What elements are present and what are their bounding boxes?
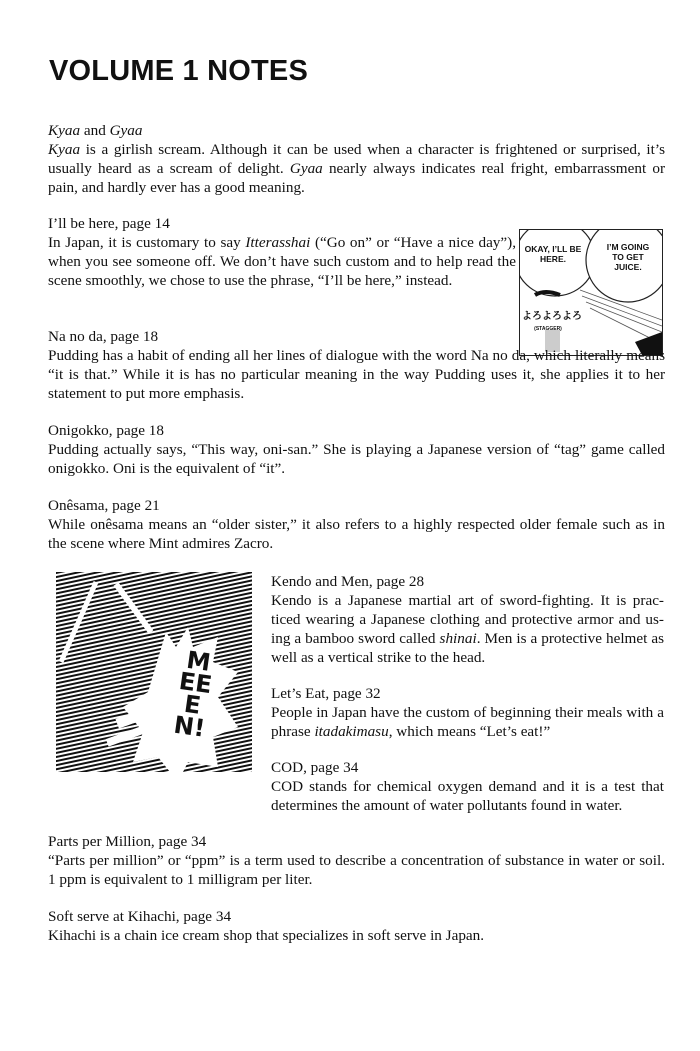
- note-text-segment: is a girlish scream. Although it can be used when a character is frightened or surprised, it’s usually heard as a scream of delight.: [48, 141, 665, 177]
- page-title: VOLUME 1 NOTES: [49, 55, 308, 87]
- note-text-segment: Pudding actually says, “This way, oni-san.” She is playing a Japanese version of “tag” game called onigokko. Oni is the equivalent of “it”.: [48, 441, 665, 477]
- note-text-segment: (“Go on” or “Have a nice day”), when you see someone off. We don’t have such custom and to help read the scene smoothly, we chose to use the phrase, “I’ll be here,” instead.: [48, 234, 516, 289]
- note-heading: Kendo and Men, page 28: [271, 573, 425, 590]
- speech-bubble-left: OKAY, I’LL BE HERE.: [524, 244, 582, 264]
- note-heading: COD, page 34: [271, 759, 359, 776]
- note-text-segment: itadakimasu: [314, 723, 389, 740]
- note-text-segment: Kyaa: [48, 141, 81, 158]
- note-kendo-men: [271, 572, 664, 667]
- note-soft-serve: [48, 907, 665, 945]
- note-cod: [271, 758, 664, 815]
- note-onesama: [48, 496, 665, 553]
- note-body: [48, 233, 516, 290]
- note-text-segment: “Parts per million” or “ppm” is a term used to describe a concentration of substance in water or soil. 1 ppm is equivalent to 1 milligram per liter.: [48, 852, 665, 888]
- note-text-segment: shinai: [439, 630, 477, 647]
- sfx-stagger: よろよろよろ: [522, 311, 582, 322]
- note-body: [48, 440, 665, 478]
- note-text-segment: COD stands for chemical oxygen demand and it is a test that determines the amount of water pollutants found in water.: [271, 778, 664, 814]
- manga-panel-kendo: [56, 572, 252, 772]
- note-body: [48, 140, 665, 197]
- note-ill-be-here: [48, 214, 516, 290]
- note-heading: Parts per Million, page 34: [48, 833, 207, 850]
- note-body: [48, 346, 665, 403]
- note-text-segment: Gyaa: [289, 160, 323, 177]
- note-text-segment: In Japan, it is customary to say: [48, 234, 246, 251]
- note-text-segment: People in Japan have the custom of beginning their meals with a phrase: [271, 704, 664, 740]
- note-heading: Onigokko, page 18: [48, 422, 164, 439]
- note-body: [48, 926, 665, 945]
- manga-panel-art: [56, 572, 252, 772]
- note-heading: Na no da, page 18: [48, 328, 159, 345]
- note-text-segment: . Men is a protective helmet as well as a vertical strike to the head.: [271, 630, 664, 666]
- note-text-segment: nearly always indicates real fright, embarrassment or pain, and hardly ever has a good meaning.: [48, 160, 666, 196]
- note-heading: Let’s Eat, page 32: [271, 685, 381, 702]
- note-text-segment: Itterasshai: [245, 234, 311, 251]
- note-text-segment: , which means “Let’s eat!”: [388, 723, 551, 740]
- note-body: [271, 591, 664, 667]
- note-text-segment: Kihachi is a chain ice cream shop that specializes in soft serve in Japan.: [48, 927, 485, 944]
- note-lets-eat: [271, 684, 664, 741]
- note-body: [271, 777, 664, 815]
- sfx-men: MEEEN!: [172, 645, 214, 743]
- note-na-no-da: [48, 327, 665, 403]
- note-kyaa-gyaa: [48, 121, 665, 197]
- note-heading: Soft serve at Kihachi, page 34: [48, 908, 232, 925]
- note-body: [48, 515, 665, 553]
- sfx-caption: (STAGGER): [534, 326, 562, 332]
- note-text-segment: Kendo is a Japanese martial art of sword-fighting. It is prac- ticed wearing a Japanese clothing and protective armor and us- ing a bamboo sword called: [271, 592, 664, 647]
- note-text-segment: While onêsama means an “older sister,” it also refers to a highly respected older female such as in the scene where Mint admires Zacro.: [48, 516, 665, 552]
- note-onigokko: [48, 421, 665, 478]
- note-heading: Kyaa and Gyaa: [48, 122, 143, 139]
- note-body: [48, 851, 665, 889]
- note-text-segment: Pudding has a habit of ending all her lines of dialogue with the word Na no da, which literally means “it is that.” While it is has no particular meaning in the way Pudding uses it, she applies it to her statement to put more emphasis.: [48, 347, 665, 402]
- note-body: [271, 703, 664, 741]
- note-ppm: [48, 832, 665, 889]
- note-heading: I’ll be here, page 14: [48, 215, 170, 232]
- speech-bubble-right: I’M GOING TO GET JUICE.: [606, 242, 650, 272]
- note-heading: Onêsama, page 21: [48, 497, 160, 514]
